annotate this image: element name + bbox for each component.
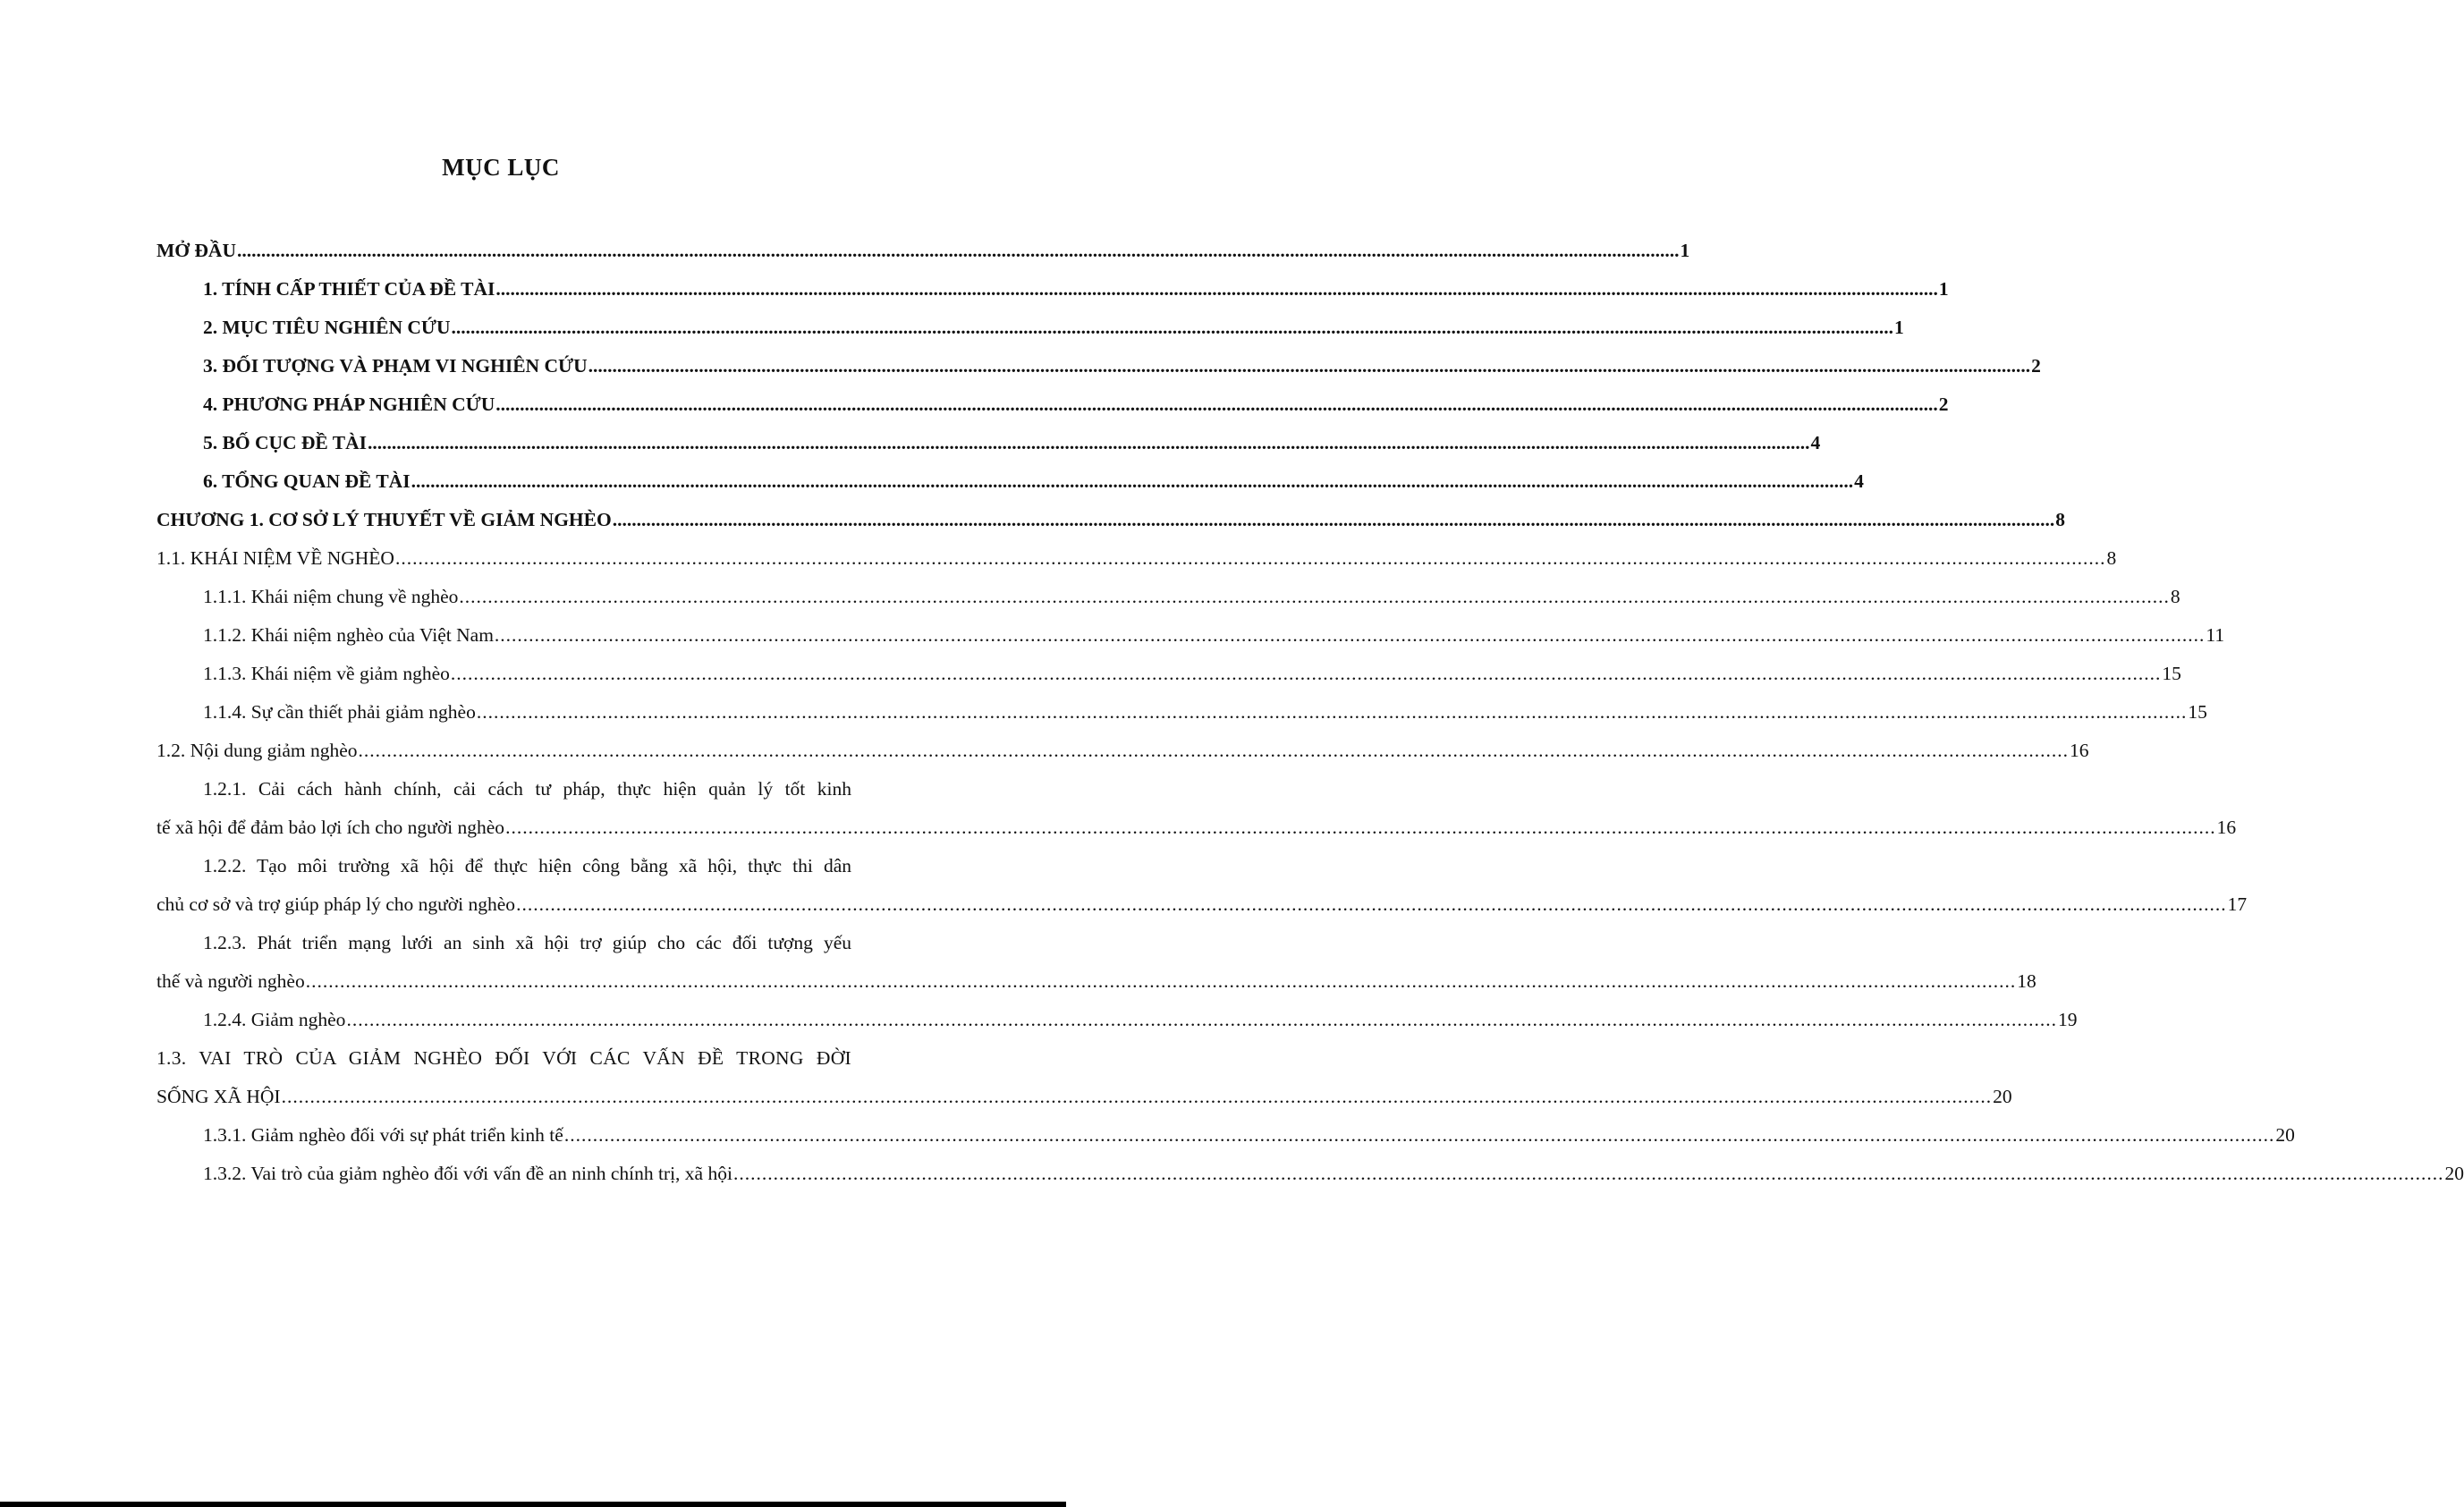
dot-leader: ............................................................................................................................................................................................................................................................................................................: [732, 1163, 2444, 1184]
toc-entry-text: 3. ĐỐI TƯỢNG VÀ PHẠM VI NGHIÊN CỨU: [203, 355, 588, 377]
toc-page-number: 2: [2031, 355, 2041, 377]
table-of-contents: [157, 240, 2464, 1201]
toc-entry-text: 1.3.2. Vai trò của giảm nghèo đối với vấn đề an ninh chính trị, xã hội: [203, 1163, 732, 1184]
toc-page-number: 1: [1894, 317, 1904, 338]
page-bottom-border: [0, 1502, 1066, 1507]
toc-page-number: 4: [1810, 432, 1821, 453]
toc-entry-text: 4. PHƯƠNG PHÁP NGHIÊN CỨU: [203, 394, 495, 415]
dot-leader: ............................................................................................................................................................................................................................................................................................................: [495, 394, 1938, 415]
toc-entry-line1[interactable]: 1.2.1. Cải cách hành chính, cải cách tư pháp, thực hiện quản lý tốt kinh: [203, 778, 851, 800]
dot-leader: ............................................................................................................................................................................................................................................................................................................: [451, 317, 1894, 338]
dot-leader: ............................................................................................................................................................................................................................................................................................................: [495, 278, 1938, 300]
toc-entry[interactable]: [157, 970, 2036, 1009]
dot-leader: ............................................................................................................................................................................................................................................................................................................: [394, 547, 2106, 569]
toc-entry[interactable]: [157, 701, 2207, 740]
toc-page-number: 15: [2188, 701, 2207, 723]
dot-leader: ............................................................................................................................................................................................................................................................................................................: [281, 1086, 1993, 1107]
toc-entry[interactable]: [157, 547, 2117, 586]
toc-entry[interactable]: [157, 1124, 2295, 1163]
toc-entry-line1[interactable]: 1.2.3. Phát triển mạng lưới an sinh xã hội trợ giúp cho các đối tượng yếu: [203, 932, 851, 953]
toc-entry-text: MỞ ĐẦU: [157, 240, 236, 261]
toc-entry[interactable]: [157, 663, 2181, 701]
toc-page-number: 19: [2057, 1009, 2078, 1030]
toc-entry-text: 1.1.1. Khái niệm chung về nghèo: [203, 586, 459, 607]
dot-leader: ............................................................................................................................................................................................................................................................................................................: [612, 509, 2055, 530]
toc-page-number: 4: [1854, 470, 1864, 492]
toc-entry-line1[interactable]: 1.3. VAI TRÒ CỦA GIẢM NGHÈO ĐỐI VỚI CÁC VẤN ĐỀ TRONG ĐỜI: [157, 1047, 851, 1069]
toc-page-number: 8: [2055, 509, 2065, 530]
toc-entry-text: 6. TỔNG QUAN ĐỀ TÀI: [203, 470, 411, 492]
toc-entry-line1[interactable]: 1.2.2. Tạo môi trường xã hội để thực hiện công bằng xã hội, thực thi dân: [203, 855, 851, 876]
toc-entry-text: 1.2.4. Giảm nghèo: [203, 1009, 346, 1030]
dot-leader: ............................................................................................................................................................................................................................................................................................................: [505, 817, 2216, 838]
toc-page-number: 11: [2206, 624, 2225, 646]
dot-leader: ............................................................................................................................................................................................................................................................................................................: [236, 240, 1680, 261]
toc-entry-text: chủ cơ sở và trợ giúp pháp lý cho người nghèo: [157, 893, 516, 915]
dot-leader: ............................................................................................................................................................................................................................................................................................................: [476, 701, 2188, 723]
toc-entry-text: 1.1.4. Sự cần thiết phải giảm nghèo: [203, 701, 476, 723]
toc-entry-text: 1.3.1. Giảm nghèo đối với sự phát triển kinh tế: [203, 1124, 563, 1146]
page-title: MỤC LỤC: [442, 154, 560, 181]
dot-leader: ............................................................................................................................................................................................................................................................................................................: [450, 663, 2162, 684]
toc-entry[interactable]: [157, 586, 2180, 624]
toc-entry-text: 1. TÍNH CẤP THIẾT CỦA ĐỀ TÀI: [203, 278, 495, 300]
toc-entry-text: 1.2. Nội dung giảm nghèo: [157, 740, 358, 761]
dot-leader: ............................................................................................................................................................................................................................................................................................................: [411, 470, 1854, 492]
toc-entry-text: SỐNG XÃ HỘI: [157, 1086, 281, 1107]
toc-page-number: 8: [2106, 547, 2117, 569]
dot-leader: ............................................................................................................................................................................................................................................................................................................: [563, 1124, 2275, 1146]
toc-entry[interactable]: [157, 509, 2065, 547]
toc-entry-text: 1.1. KHÁI NIỆM VỀ NGHÈO: [157, 547, 394, 569]
toc-page-number: 16: [2216, 817, 2237, 838]
toc-page-number: 15: [2162, 663, 2181, 684]
toc-page-number: 20: [2444, 1163, 2464, 1184]
toc-page-number: 17: [2227, 893, 2248, 915]
dot-leader: ............................................................................................................................................................................................................................................................................................................: [367, 432, 1810, 453]
dot-leader: ............................................................................................................................................................................................................................................................................................................: [459, 586, 2170, 607]
dot-leader: ............................................................................................................................................................................................................................................................................................................: [305, 970, 2017, 992]
dot-leader: ............................................................................................................................................................................................................................................................................................................: [358, 740, 2070, 761]
toc-entry[interactable]: [157, 1086, 2012, 1124]
dot-leader: ............................................................................................................................................................................................................................................................................................................: [494, 624, 2206, 646]
toc-entry[interactable]: [157, 893, 2248, 932]
toc-entry[interactable]: [157, 470, 1864, 509]
toc-entry-text: 2. MỤC TIÊU NGHIÊN CỨU: [203, 317, 451, 338]
toc-entry-text: 1.1.3. Khái niệm về giảm nghèo: [203, 663, 450, 684]
toc-page-number: 20: [1993, 1086, 2012, 1107]
toc-entry[interactable]: [157, 432, 1821, 470]
toc-entry[interactable]: [157, 624, 2225, 663]
toc-page-number: 1: [1938, 278, 1949, 300]
toc-entry[interactable]: [157, 278, 1949, 317]
toc-page-number: 1: [1680, 240, 1690, 261]
toc-page-number: 2: [1938, 394, 1949, 415]
toc-entry-text: tế xã hội để đảm bảo lợi ích cho người nghèo: [157, 817, 505, 838]
toc-entry-text: thế và người nghèo: [157, 970, 305, 992]
toc-page-number: 18: [2017, 970, 2036, 992]
dot-leader: ............................................................................................................................................................................................................................................................................................................: [588, 355, 2031, 377]
toc-page-number: 20: [2275, 1124, 2295, 1146]
dot-leader: ............................................................................................................................................................................................................................................................................................................: [346, 1009, 2057, 1030]
toc-entry-text: CHƯƠNG 1. CƠ SỞ LÝ THUYẾT VỀ GIẢM NGHÈO: [157, 509, 612, 530]
toc-entry[interactable]: [157, 317, 1904, 355]
toc-entry[interactable]: [157, 817, 2237, 855]
toc-entry[interactable]: [157, 355, 2041, 394]
toc-entry[interactable]: [157, 394, 1949, 432]
toc-entry[interactable]: [157, 1163, 2464, 1201]
dot-leader: ............................................................................................................................................................................................................................................................................................................: [516, 893, 2227, 915]
toc-entry-text: 1.1.2. Khái niệm nghèo của Việt Nam: [203, 624, 494, 646]
toc-page-number: 16: [2070, 740, 2089, 761]
toc-entry-text: 5. BỐ CỤC ĐỀ TÀI: [203, 432, 367, 453]
toc-page-number: 8: [2170, 586, 2180, 607]
toc-entry[interactable]: [157, 1009, 2078, 1047]
toc-entry[interactable]: [157, 740, 2089, 778]
toc-entry[interactable]: [157, 240, 1690, 278]
